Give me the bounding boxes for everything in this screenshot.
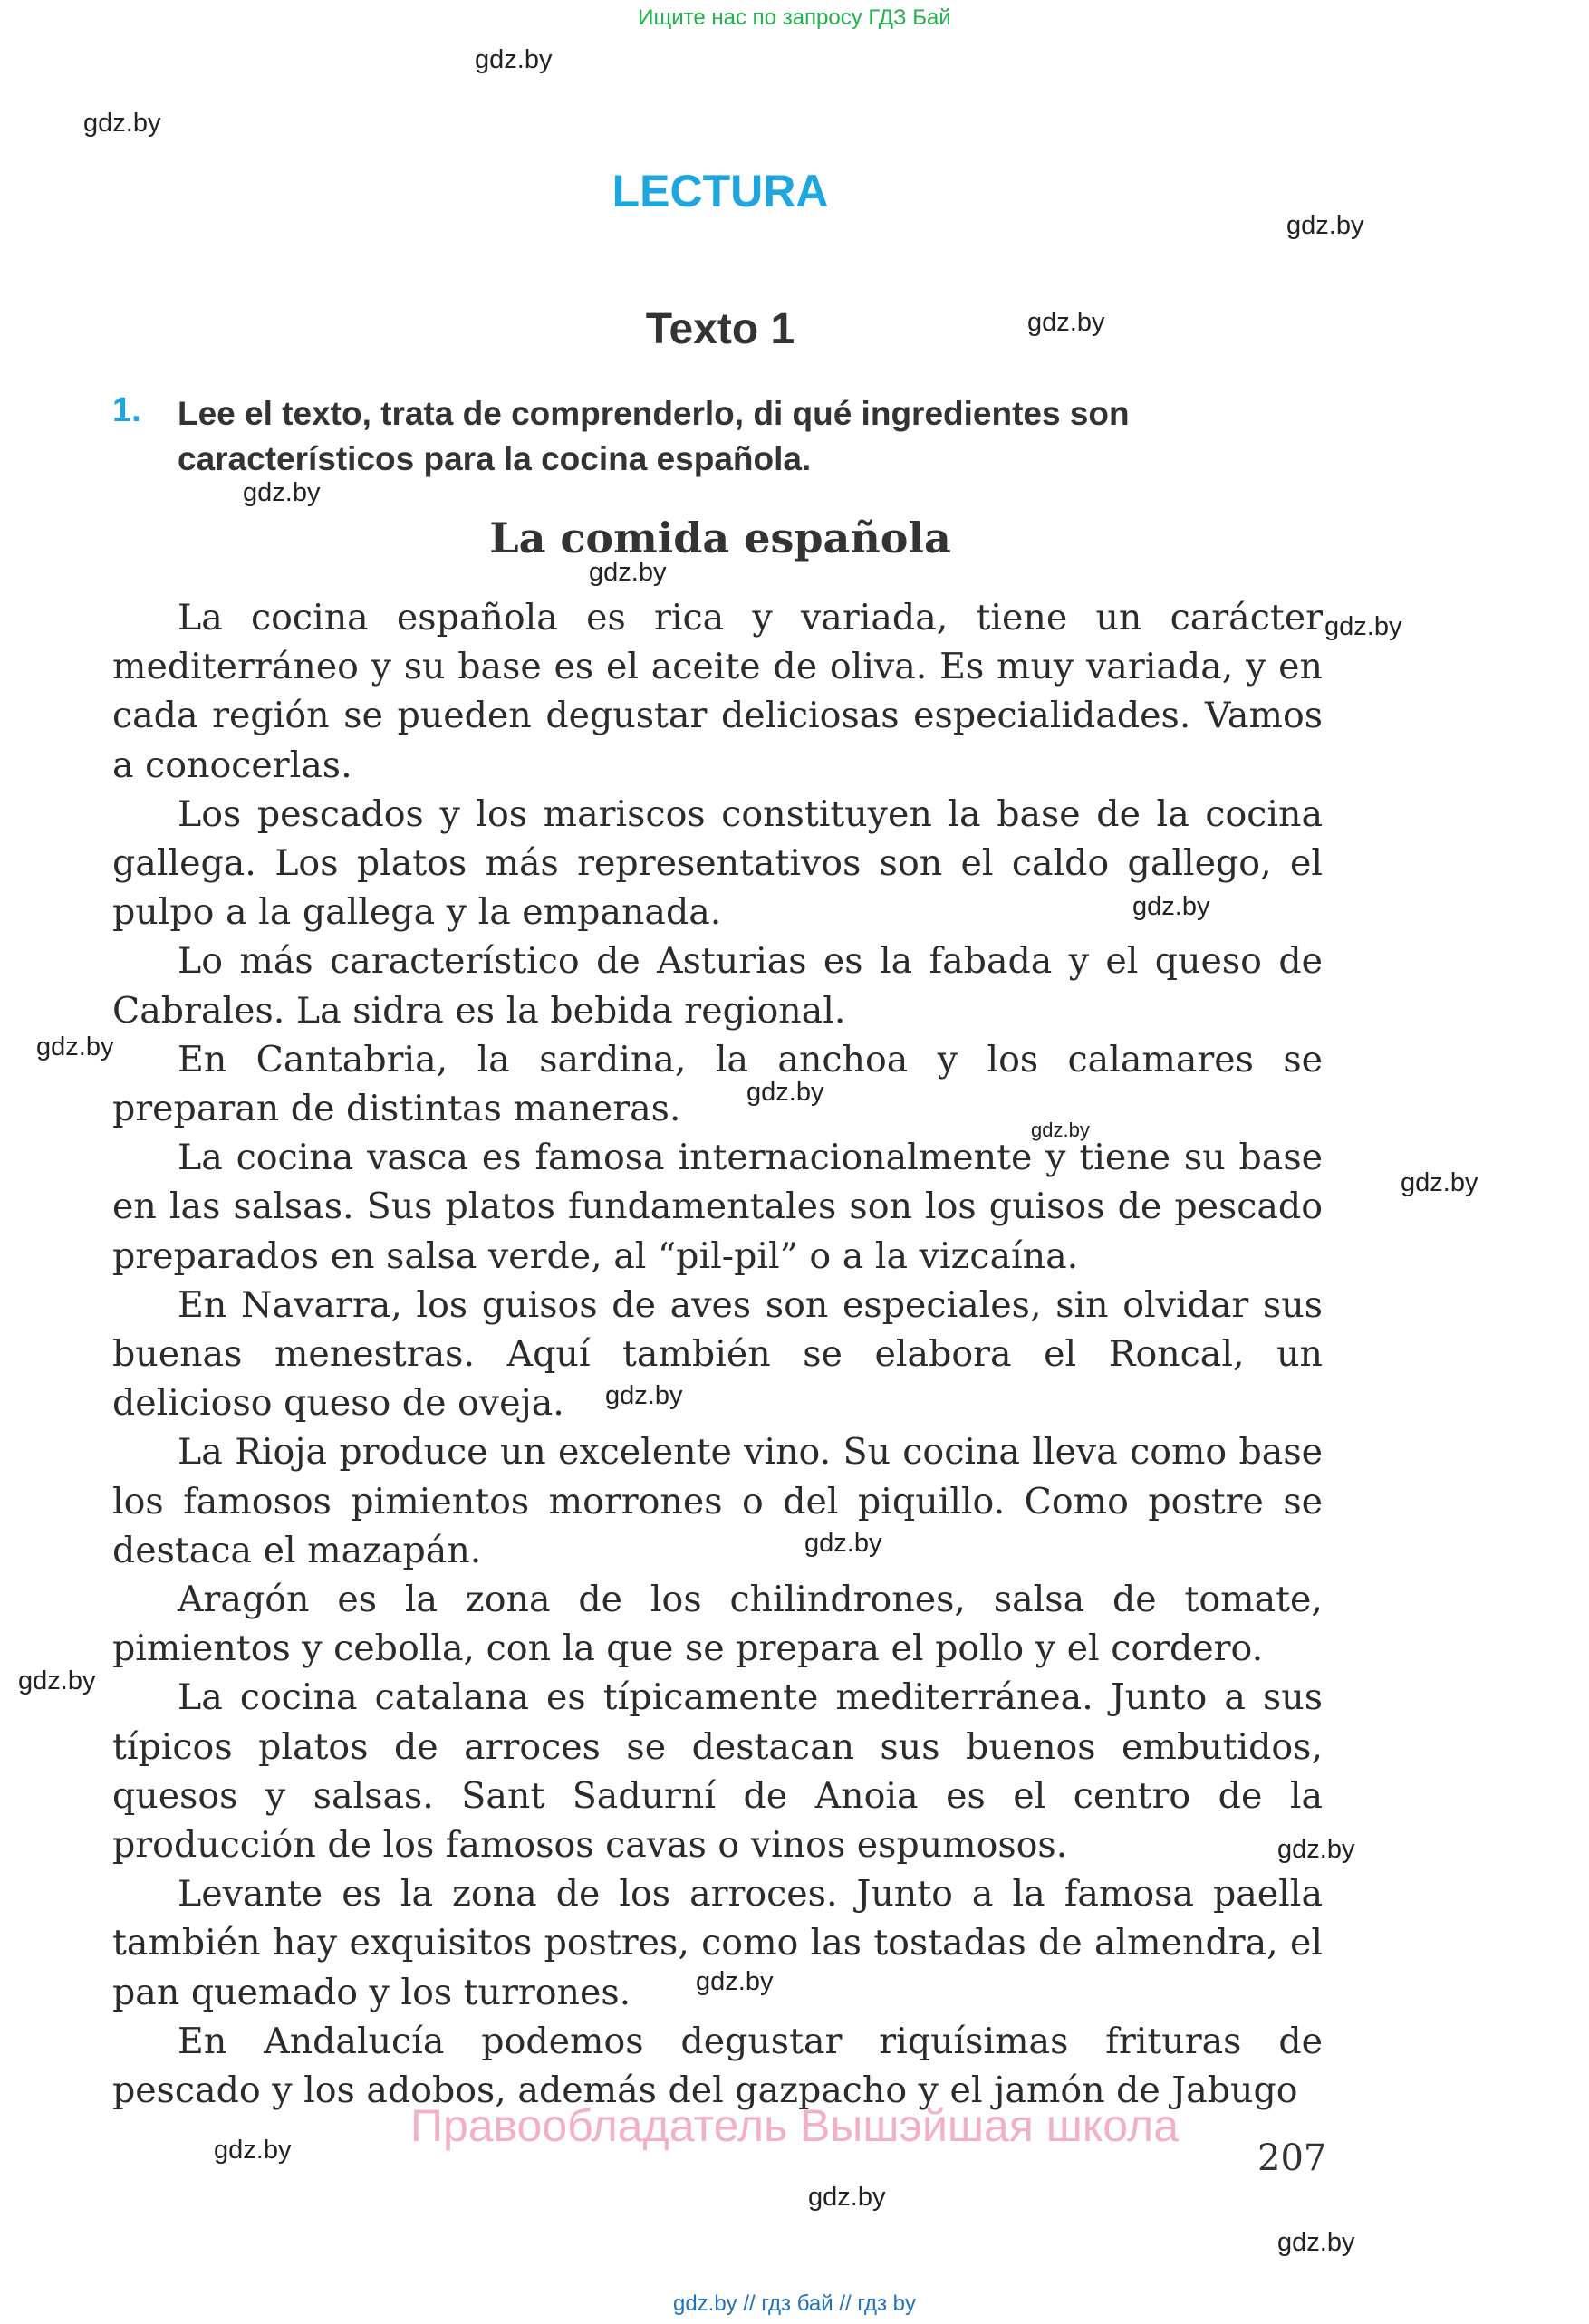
- watermark: gdz.by: [808, 2183, 886, 2212]
- paragraph-andalucia: En Andalucía podemos degustar riquísimas frituras de pescado y los adobos, además del gazpacho y el jamón de Jabugo: [112, 2020, 1323, 2112]
- rights-notice: Правообладатель Вышэйшая школа: [410, 2100, 1179, 2151]
- paragraph-intro: La cocina española es rica y variada, tiene un carácter mediterráneo y su base es el aceite de oliva. Es muy variada, y en cada región se pueden degustar deliciosas especialidades. Vamos a conocerlas.: [112, 597, 1323, 786]
- watermark: gdz.by: [83, 109, 161, 138]
- watermark: gdz.by: [1277, 2228, 1355, 2257]
- task-number: 1.: [112, 391, 141, 429]
- watermark: gdz.by: [804, 1529, 882, 1558]
- paragraph-pais-vasco: La cocina vasca es famosa internacionalmente y tiene su base en las salsas. Sus platos fundamentales son los guisos de pescado preparados en salsa verde, al “pil-pil” o a la vizcaína.: [112, 1137, 1323, 1277]
- paragraph-cantabria: En Cantabria, la sardina, la anchoa y los calamares se preparan de distintas maneras.: [112, 1038, 1323, 1130]
- watermark: gdz.by: [1324, 612, 1402, 641]
- watermark: gdz.by: [696, 1967, 774, 1996]
- watermark: gdz.by: [605, 1381, 683, 1410]
- watermark: gdz.by: [1401, 1168, 1478, 1197]
- watermark: gdz.by: [18, 1666, 96, 1695]
- paragraph-asturias: Lo más característico de Asturias es la fabada y el queso de Cabrales. La sidra es la bebida regional.: [112, 940, 1323, 1032]
- article-body: [112, 593, 1323, 2115]
- section-title: LECTURA: [612, 166, 829, 216]
- paragraph-cataluna: La cocina catalana es típicamente mediterránea. Junto a sus típicos platos de arroces se destacan sus buenos embutidos, quesos y salsas. Sant Sadurní de Anoia es el centro de la producción de los famosos cavas o vinos espumosos.: [112, 1676, 1323, 1867]
- top-banner[interactable]: Ищите нас по запросу ГДЗ Бай: [638, 5, 951, 30]
- watermark: gdz.by: [243, 478, 321, 507]
- watermark: gdz.by: [589, 558, 667, 587]
- watermark: gdz.by: [746, 1078, 824, 1107]
- paragraph-navarra: En Navarra, los guisos de aves son especiales, sin olvidar sus buenas menestras. Aquí también se elabora el Roncal, un delicioso queso de oveja.: [112, 1283, 1323, 1425]
- page-number: 207: [1257, 2137, 1327, 2179]
- bottom-banner[interactable]: gdz.by // гдз бай // гдз by: [672, 2291, 917, 2316]
- paragraph-aragon: Aragón es la zona de los chilindrones, salsa de tomate, pimientos y cebolla, con la que se prepara el pollo y el cordero.: [112, 1579, 1323, 1670]
- watermark: gdz.by: [1286, 211, 1364, 240]
- paragraph-galicia: Los pescados y los mariscos constituyen la base de la cocina gallega. Los platos más representativos son el caldo gallego, el pulpo a la gallega y la empanada.: [112, 792, 1323, 934]
- watermark: gdz.by: [1132, 892, 1210, 921]
- text-title: Texto 1: [645, 305, 795, 353]
- paragraph-levante: Levante es la zona de los arroces. Junto a la famosa paella también hay exquisitos postres, como las tostadas de almendra, el pan quemado y los turrones.: [112, 1873, 1323, 2013]
- watermark: gdz.by: [36, 1032, 114, 1061]
- watermark: gdz.by: [1027, 308, 1105, 337]
- watermark: gdz.by: [1031, 1119, 1090, 1141]
- watermark: gdz.by: [214, 2136, 292, 2165]
- watermark: gdz.by: [475, 45, 553, 74]
- watermark: gdz.by: [1277, 1835, 1355, 1864]
- paragraph-la-rioja: La Rioja produce un excelente vino. Su cocina lleva como base los famosos pimientos morrones o del piquillo. Como postre se destaca el mazapán.: [112, 1431, 1323, 1571]
- task-instruction: Lee el texto, trata de comprenderlo, di qué ingredientes son característicos para la cocina española.: [178, 395, 1130, 477]
- article-title: La comida española: [489, 514, 951, 562]
